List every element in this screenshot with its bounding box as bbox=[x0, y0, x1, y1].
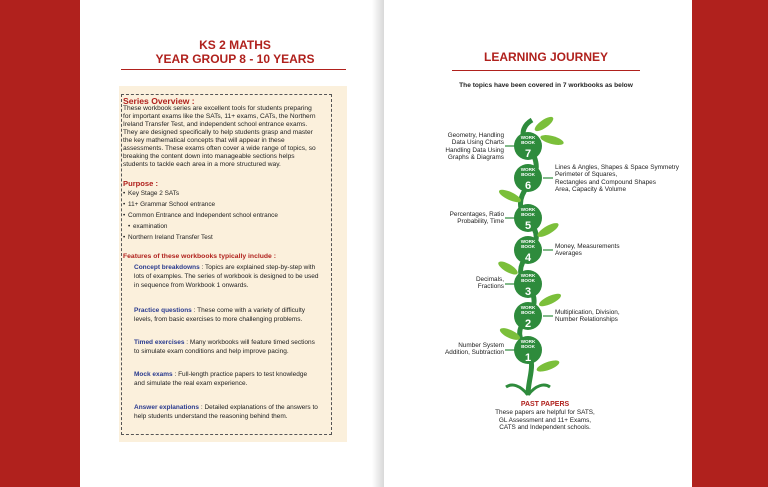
purpose-heading: Purpose : bbox=[123, 179, 159, 188]
topic-line: Data Using Charts bbox=[451, 139, 504, 147]
root-curl bbox=[528, 385, 550, 395]
page-title-line2: YEAR GROUP 8 - 10 YEARS bbox=[155, 52, 315, 66]
topic-line: Probability, Time bbox=[457, 218, 504, 226]
feature-line: help students understand the reasoning behind them. bbox=[134, 413, 288, 420]
badge-word: WORK bbox=[520, 239, 536, 244]
feature-line: : Topics are explained step-by-step with bbox=[199, 264, 316, 271]
overview-line: students to tackle each area in a more structured way. bbox=[123, 161, 281, 168]
past-papers-text bbox=[460, 409, 630, 432]
topic-line: Graphs & Diagrams bbox=[447, 154, 504, 162]
feature-line: : Full-length practice papers to test knowledge bbox=[172, 371, 308, 378]
workbook-7-topics bbox=[420, 132, 504, 162]
topic-line: Addition, Subtraction bbox=[445, 349, 504, 357]
badge-word: WORK bbox=[520, 305, 536, 310]
leaf-icon bbox=[535, 358, 560, 374]
overview-line: the key mathematical concepts that will appear in these bbox=[123, 137, 285, 144]
overview-line: breaking the content down into manageable sections helps bbox=[123, 153, 295, 160]
leaf-icon bbox=[537, 291, 562, 308]
badge-word: BOOK bbox=[521, 172, 535, 177]
topic-line: Decimals, bbox=[475, 276, 504, 283]
badge-word: BOOK bbox=[521, 244, 535, 249]
badge-word: BOOK bbox=[521, 140, 535, 145]
topic-line: Number System bbox=[458, 342, 504, 349]
badge-word: BOOK bbox=[521, 310, 535, 315]
workbook-3-topics bbox=[420, 276, 504, 291]
past-papers-line: These papers are helpful for SATS, bbox=[495, 409, 595, 416]
feature-head: Timed exercises bbox=[134, 339, 185, 346]
feature-line: : Detailed explanations of the answers to bbox=[199, 404, 318, 411]
topic-line: Multiplication, Division, bbox=[555, 309, 620, 316]
badge-word: WORK bbox=[520, 273, 536, 278]
journey-subtitle: The topics have been covered in 7 workbooks as below bbox=[459, 82, 633, 89]
feature-line: in sequence from Workbook 1 onwards. bbox=[134, 282, 249, 289]
feature-line: and simulate the real exam experience. bbox=[134, 380, 248, 387]
past-papers-line: CATS and Independent schools. bbox=[499, 424, 591, 432]
badge-number: 5 bbox=[524, 220, 532, 232]
workbook-3-badge bbox=[514, 270, 542, 298]
workbook-7-badge bbox=[514, 132, 542, 160]
workbook-5-badge bbox=[514, 204, 542, 232]
topic-line: Perimeter of Squares, bbox=[555, 171, 618, 179]
badge-number: 6 bbox=[524, 180, 532, 192]
purpose-item: • Key Stage 2 SATs bbox=[128, 190, 179, 197]
topic-line: Rectangles and Compound Shapes bbox=[555, 178, 656, 186]
topic-line: Money, Measurements bbox=[555, 243, 620, 250]
workbook-2-topics bbox=[555, 309, 685, 324]
topic-line: Number Relationships bbox=[555, 316, 618, 324]
feature-head: Answer explanations bbox=[134, 404, 200, 411]
overview-line: Ireland Transfer Test, and independent school entrance exams. bbox=[123, 121, 308, 128]
badge-word: BOOK bbox=[521, 278, 535, 283]
workbook-4-topics bbox=[555, 243, 685, 258]
topic-line: Handling Data Using bbox=[445, 146, 504, 154]
badge-number: 1 bbox=[524, 352, 532, 364]
workbook-5-topics bbox=[420, 211, 504, 226]
workbook-1-topics bbox=[420, 342, 504, 357]
topic-line: Averages bbox=[555, 250, 582, 258]
badge-word: WORK bbox=[520, 339, 536, 344]
feature-line: levels, from basic exercises to more challenging problems. bbox=[134, 316, 303, 323]
leaf-icon bbox=[496, 259, 519, 277]
overview-line: assessments. These exams often cover a wide range of topics, so bbox=[123, 145, 316, 152]
feature-line: lots of examples. The series of workbook is designed to be used bbox=[134, 273, 319, 280]
purpose-item-continued: • examination bbox=[133, 223, 167, 230]
feature-line: to simulate exam conditions and help improve pacing. bbox=[134, 348, 289, 355]
purpose-item: • Common Entrance and Independent school entrance bbox=[128, 212, 278, 219]
badge-number: 2 bbox=[524, 318, 532, 330]
feature-head: Concept breakdowns bbox=[134, 264, 200, 271]
workbook-4-badge bbox=[514, 236, 542, 264]
feature-line: : These come with a variety of difficulty bbox=[191, 307, 306, 314]
badge-word: BOOK bbox=[521, 212, 535, 217]
past-papers-line: GL Assessment and 11+ Exams, bbox=[498, 416, 592, 424]
badge-word: BOOK bbox=[521, 344, 535, 349]
workbook-6-badge bbox=[514, 164, 542, 192]
leaf-icon bbox=[497, 187, 522, 204]
badge-word: WORK bbox=[520, 167, 536, 172]
overview-line: for important exams like the SATs, 11+ exams, CATs, the Northern bbox=[123, 113, 316, 120]
topic-line: Area, Capacity & Volume bbox=[555, 186, 627, 194]
badge-number: 3 bbox=[524, 286, 532, 298]
purpose-item: • Northern Ireland Transfer Test bbox=[128, 234, 213, 241]
feature-head: Mock exams bbox=[134, 371, 173, 378]
page-title-line1: KS 2 MATHS bbox=[199, 38, 271, 52]
past-papers-heading: PAST PAPERS bbox=[520, 401, 570, 408]
leaf-icon bbox=[533, 114, 556, 133]
topic-line: Geometry, Handling bbox=[447, 132, 504, 139]
badge-number: 7 bbox=[524, 148, 532, 160]
workbook-2-badge bbox=[514, 302, 542, 330]
root-curl bbox=[506, 385, 528, 395]
badge-word: WORK bbox=[520, 135, 536, 140]
topic-line: Percentages, Ratio bbox=[449, 211, 504, 218]
features-heading: Features of these workbooks typically include : bbox=[123, 253, 276, 260]
badge-word: WORK bbox=[520, 207, 536, 212]
purpose-item: • 11+ Grammar School entrance bbox=[128, 201, 215, 208]
overview-line: These workbook series are excellent tools for students preparing bbox=[123, 105, 312, 112]
workbook-1-badge bbox=[514, 336, 542, 364]
overview-line: They are designed specifically to help students grasp and master bbox=[123, 129, 313, 136]
feature-line: : Many workbooks will feature timed sections bbox=[184, 339, 315, 346]
badge-number: 4 bbox=[524, 252, 532, 264]
topic-line: Lines & Angles, Shapes & Space Symmetry bbox=[555, 164, 679, 171]
workbook-6-topics bbox=[555, 164, 692, 194]
topic-line: Fractions bbox=[477, 283, 504, 291]
leaf-icon bbox=[539, 133, 564, 147]
feature-head: Practice questions bbox=[134, 307, 192, 314]
learning-journey-title: LEARNING JOURNEY bbox=[483, 50, 608, 64]
overview-heading: Series Overview : bbox=[123, 96, 195, 106]
